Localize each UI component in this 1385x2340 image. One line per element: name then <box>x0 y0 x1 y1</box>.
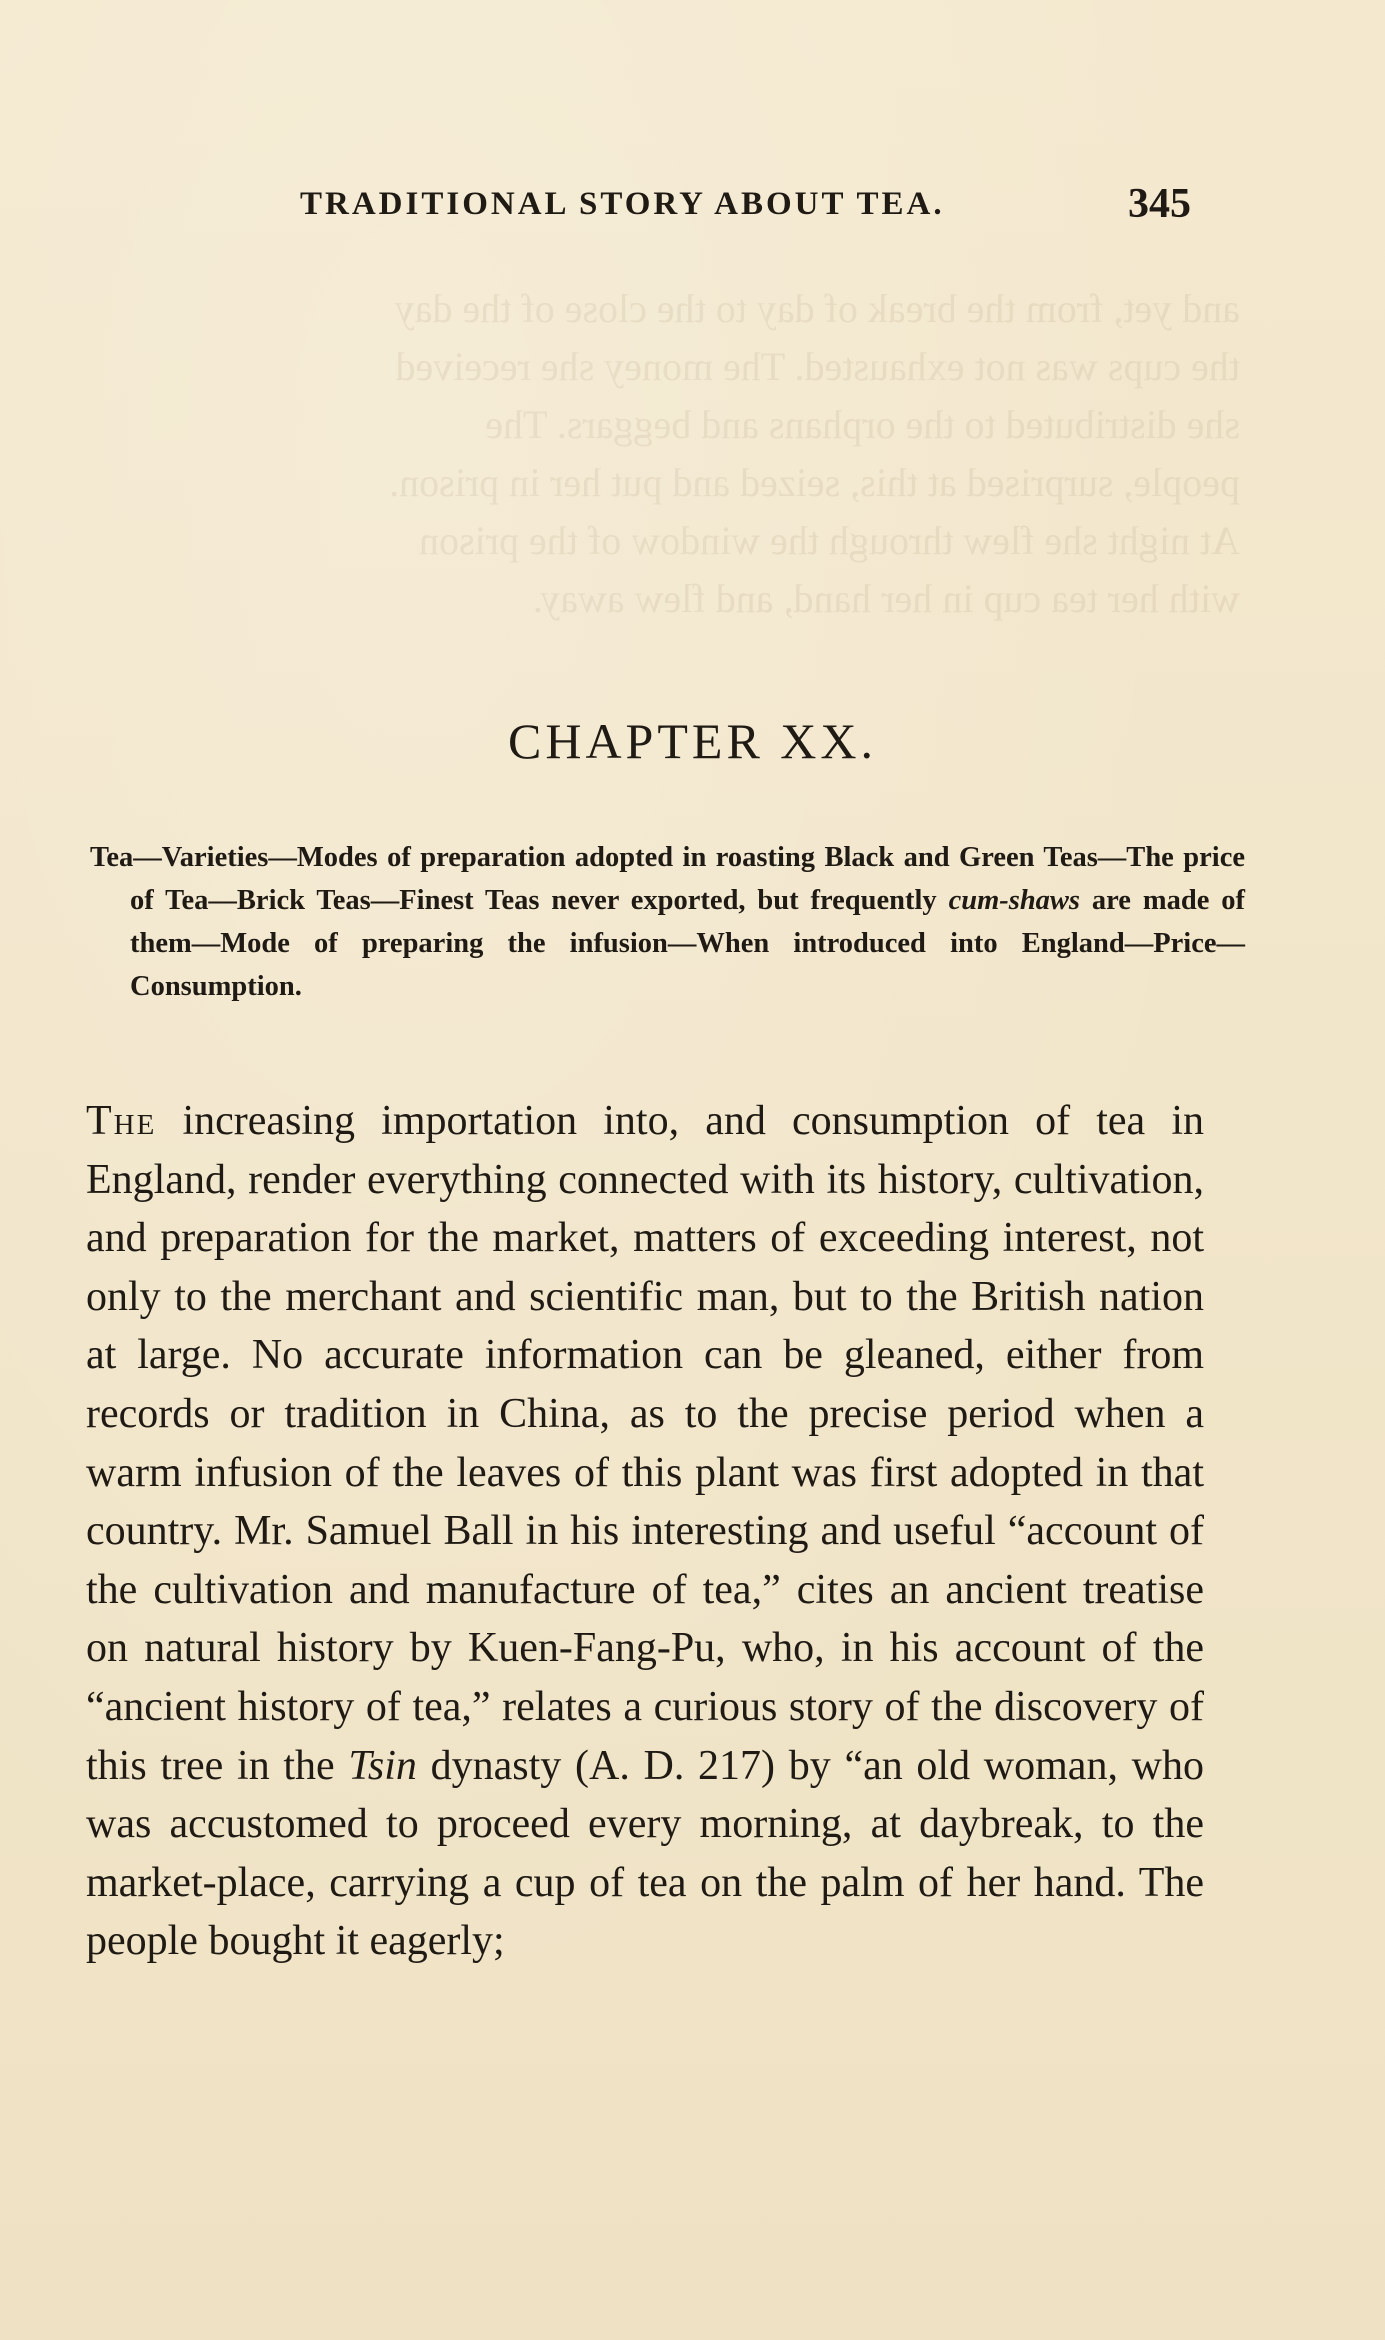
body-text-2: dynasty ( <box>416 1742 589 1789</box>
body-text-3: 217) by “an old woman, who was accustomed to proceed every morning, at daybreak, to the market-place, carrying a cup of tea on the palm of her hand. The people bought it eagerly; <box>86 1742 1204 1965</box>
synopsis-italic-term: cum-shaws <box>948 885 1081 916</box>
running-head-title: TRADITIONAL STORY ABOUT TEA. <box>300 186 945 222</box>
body-era: A. D. <box>588 1742 685 1789</box>
body-italic-dynasty: Tsin <box>348 1742 417 1789</box>
show-through-bleed: and yet, from the break of day to the close of the day the cups was not exhausted. The money she received she distributed to the orphans and beggars. The people, surprised at this, seized and put her in prison. At night she flew through the window of the prison with her tea cup in her hand, and flew away. <box>389 286 1240 621</box>
synopsis-text-1: Tea—Varieties—Modes of preparation adopted in roasting Black and Green Teas—The price of Tea—Brick Teas—Finest Teas never exported, but frequently <box>90 842 1245 916</box>
chapter-title: CHAPTER XX. <box>507 713 878 769</box>
page-number: 345 <box>1128 181 1191 227</box>
running-head <box>300 186 1200 223</box>
body-paragraph <box>86 1092 1204 1971</box>
body-text-1: increasing importation into, and consumption of tea in England, render everything connected with its history, cultivation, and preparation for the market, matters of exceeding interest, not only to the merchant and scientific man, but to the British nation at large. No accurate information can be gleaned, either from records or tradition in China, as to the precise period when a warm infusion of the leaves of this plant was first adopted in that country. Mr. Samuel Ball in his interesting and useful “account of the cultivation and manufacture of tea,” cites an ancient treatise on natural history by Kuen-Fang-Pu, who, in his account of the “ancient history of tea,” relates a curious story of the discovery of this tree in the <box>86 1098 1204 1789</box>
synopsis-text-2: are made of them—Mode of preparing the infusion—When introduced into England—Price—Consumption. <box>130 885 1245 1002</box>
chapter-synopsis <box>90 836 1245 1008</box>
lead-word: The <box>86 1098 157 1144</box>
